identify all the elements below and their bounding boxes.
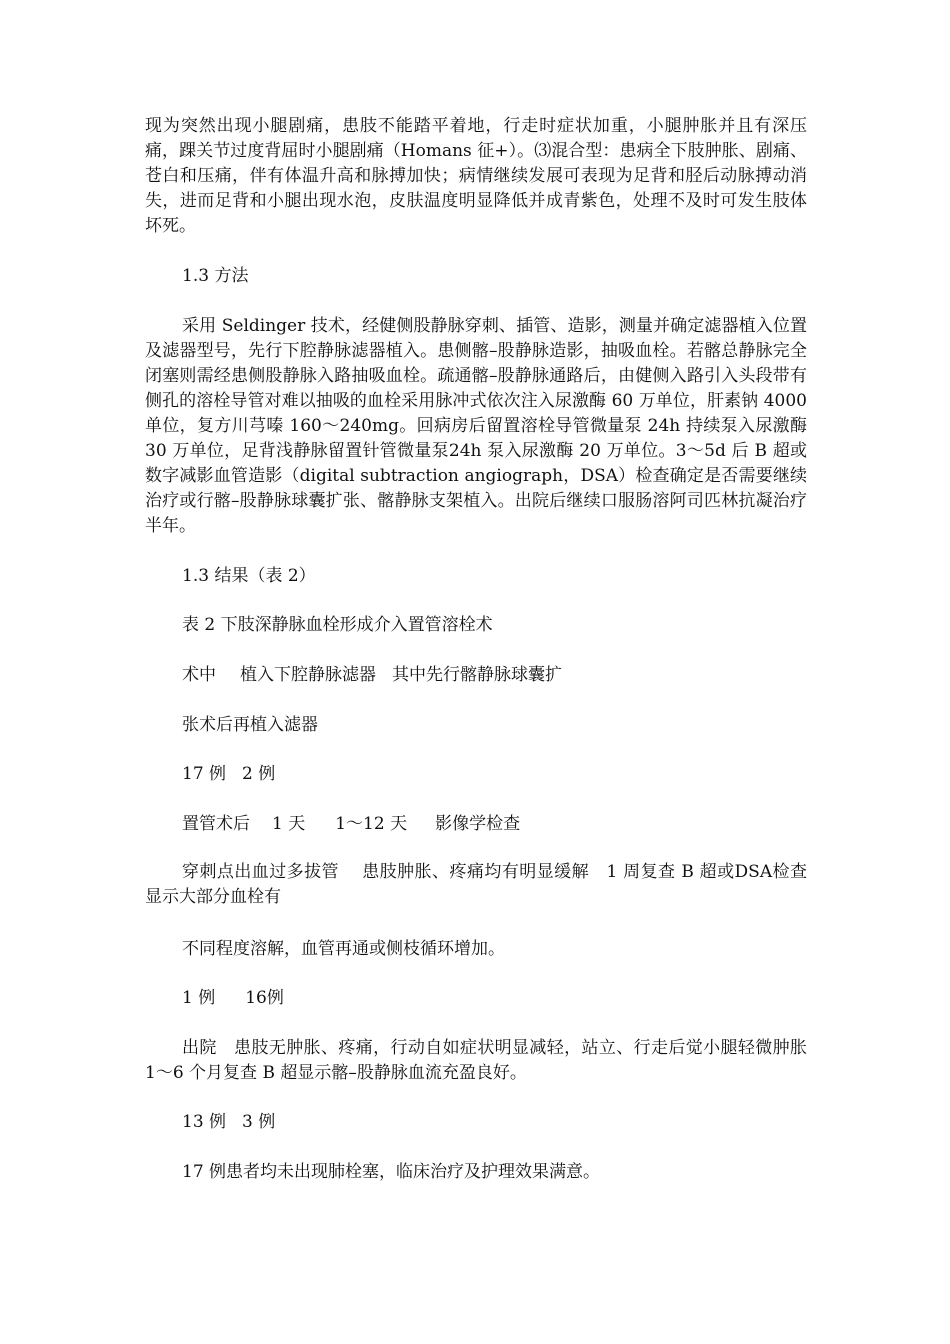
table-cell: 3 例 — [242, 1112, 276, 1132]
table-row-counts-3 — [182, 1110, 275, 1135]
table-cell: 影像学检查 — [435, 814, 521, 834]
table-row-intraop — [182, 663, 562, 688]
table-row-discharge: 出院 患肢无肿胀、疼痛，行动自如症状明显减轻，站立、行走后觉小腿轻微肿胀 1～6 个月复查 B 超显示髂–股静脉血流充盈良好。 — [145, 1038, 807, 1083]
table-cell: 13 例 — [182, 1112, 227, 1132]
table-row-continued: 张术后再植入滤器 — [182, 715, 318, 735]
heading-result: 1.3 结果（表 2） — [182, 566, 316, 586]
table-row-counts-2 — [182, 986, 284, 1011]
table-row-findings-cont: 不同程度溶解，血管再通或侧枝循环增加。 — [182, 939, 505, 959]
paragraph-symptoms: 现为突然出现小腿剧痛，患肢不能踏平着地，行走时症状加重，小腿肿胀并且有深压痛，踝关节过度背屈时小腿剧痛（Homans 征+）。⑶混合型：患病全下肢肿胀、剧痛、苍白和压痛，伴有体温升高和脉搏加快；病情继续发展可表现为足背和胫后动脉搏动消失，进而足背和小腿出现水泡，皮肤温度明显降低并成青紫色，处理不及时可发生肢体坏死。 — [145, 116, 807, 236]
table-row-postop — [182, 812, 520, 837]
table-row-counts — [182, 762, 275, 787]
table-cell: 置管术后 — [182, 814, 250, 834]
table-row-findings: 穿刺点出血过多拔管 患肢肿胀、疼痛均有明显缓解 1 周复查 B 超或DSA检查显示大部分血栓有 — [145, 862, 807, 907]
table-cell: 2 例 — [242, 764, 276, 784]
table-title: 表 2 下肢深静脉血栓形成介入置管溶栓术 — [182, 615, 493, 635]
paragraph-method: 采用 Seldinger 技术，经健侧股静脉穿刺、插管、造影，测量并确定滤器植入位置及滤器型号，先行下腔静脉滤器植入。患侧髂–股静脉造影，抽吸血栓。若髂总静脉完全闭塞则需经患侧股静脉入路抽吸血栓。疏通髂–股静脉通路后，由健侧入路引入头段带有侧孔的溶栓导管对难以抽吸的血栓采用脉冲式依次注入尿激酶 60 万单位，肝素钠 4000 单位，复方川芎嗪 160～240mg。回病房后留置溶栓导管微量泵 24h 持续泵入尿激酶 30 万单位，足背浅静脉留置针管微量泵24h 泵入尿激酶 20 万单位。3～5d 后 B 超或数字减影血管造影（digital subtraction angiograph，DSA）检查确定是否需要继续治疗或行髂–股静脉球囊扩张、髂静脉支架植入。出院后继续口服肠溶阿司匹林抗凝治疗半年。 — [145, 316, 807, 536]
table-cell: 1 天 — [272, 814, 306, 834]
table-cell: 植入下腔静脉滤器 — [240, 665, 376, 685]
table-cell: 术中 — [182, 665, 216, 685]
conclusion-text: 17 例患者均未出现肺栓塞，临床治疗及护理效果满意。 — [182, 1162, 601, 1182]
table-cell: 其中先行髂静脉球囊扩 — [392, 665, 562, 685]
heading-method: 1.3 方法 — [182, 266, 249, 286]
table-cell: 16例 — [245, 988, 284, 1008]
table-cell: 1 例 — [182, 988, 216, 1008]
table-cell: 17 例 — [182, 764, 227, 784]
table-cell: 1～12 天 — [335, 814, 408, 834]
